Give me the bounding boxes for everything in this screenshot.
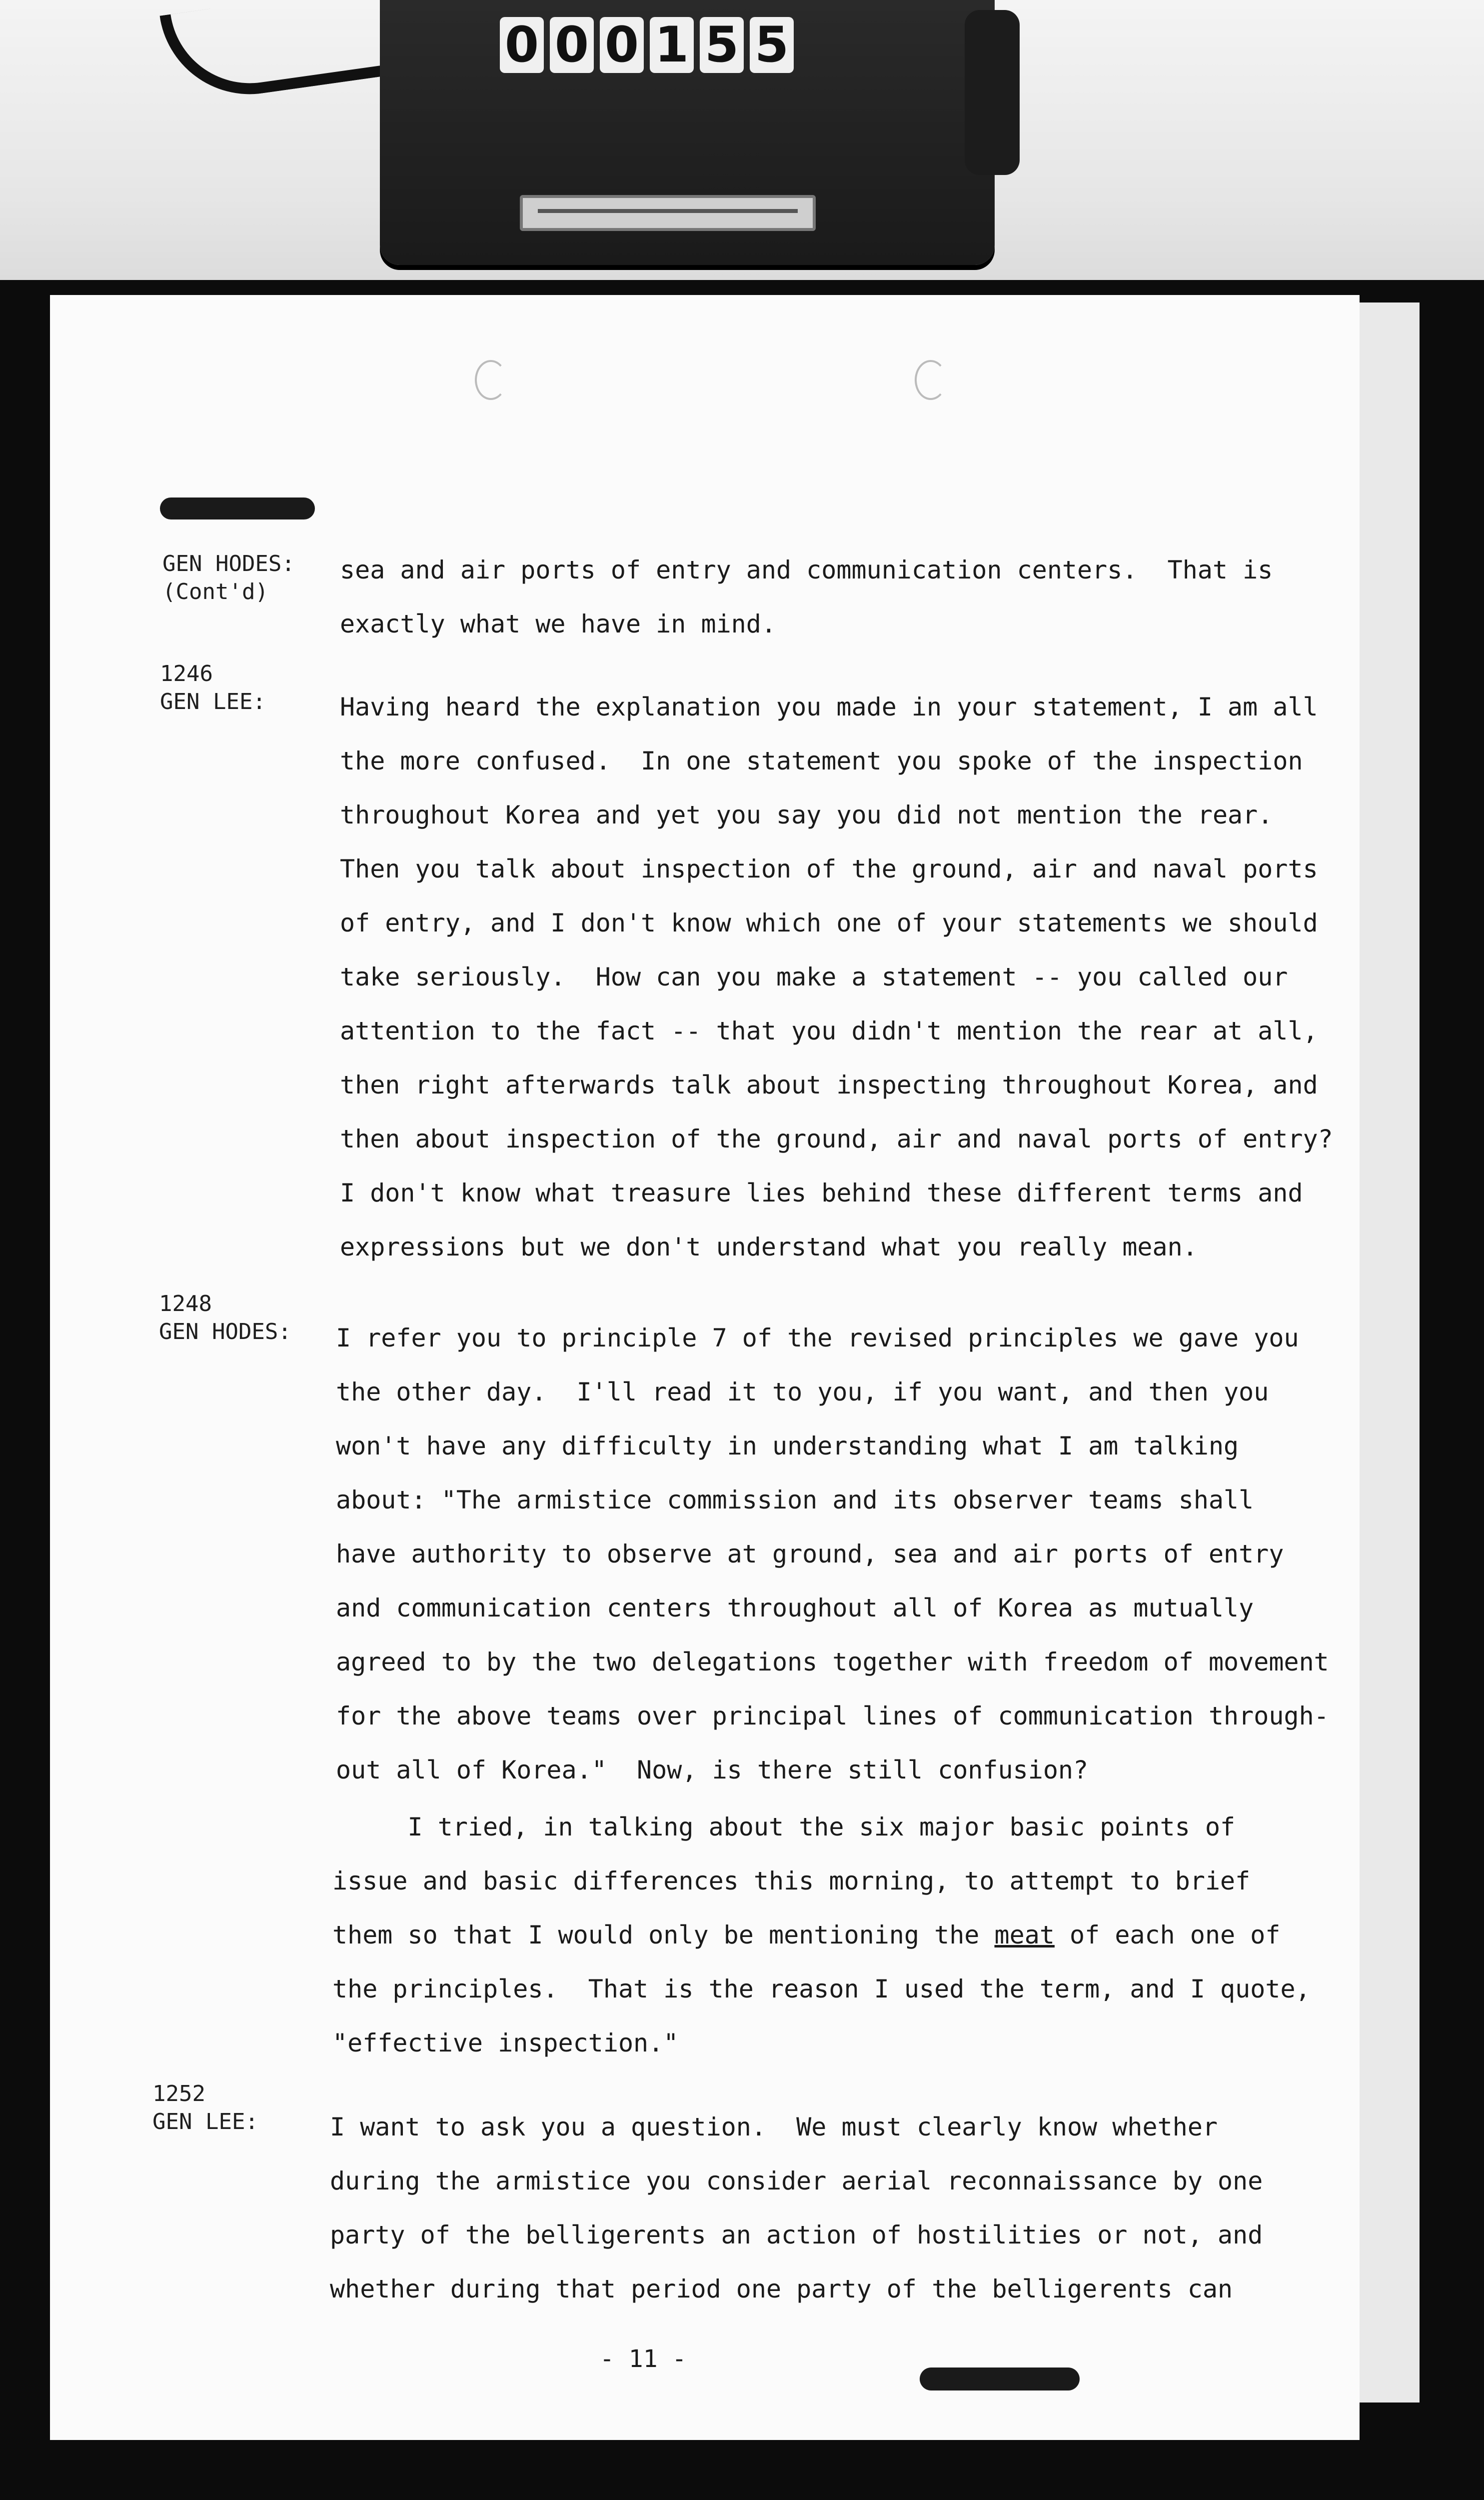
text-line: attention to the fact -- that you didn't mention the rear at all, <box>340 1016 1318 1046</box>
counter-digit: 0 <box>600 17 644 73</box>
punch-hole <box>475 360 507 400</box>
speaker-name: GEN LEE: <box>152 2109 258 2134</box>
text-line: I don't know what treasure lies behind these different terms and <box>340 1178 1303 1208</box>
counter-digit: 0 <box>550 17 594 73</box>
text-line: expressions but we don't understand what you really mean. <box>340 1232 1198 1262</box>
text-line: throughout Korea and yet you say you did not mention the rear. <box>340 800 1273 830</box>
text-line: won't have any difficulty in understanding what I am talking <box>336 1432 1239 1460</box>
text-line: and communication centers throughout all of Korea as mutually <box>336 1594 1254 1622</box>
text-line: issue and basic differences this morning, to attempt to brief <box>332 1866 1251 1896</box>
counter-slot <box>520 195 816 231</box>
text-line: the more confused. In one statement you spoke of the inspection <box>340 746 1303 776</box>
text-line: have authority to observe at ground, sea and air ports of entry <box>336 1540 1284 1568</box>
counter-digit: 5 <box>750 17 794 73</box>
text-line: "effective inspection." <box>332 2028 679 2058</box>
counter-digit: 0 <box>500 17 544 73</box>
text-fragment: them so that I would only be mentioning the <box>332 1920 995 1950</box>
speech-paragraph <box>340 680 1333 1274</box>
text-line: exactly what we have in mind. <box>340 610 776 638</box>
text-line: take seriously. How can you make a statement -- you called our <box>340 962 1288 992</box>
speaker-note: (Cont'd) <box>162 579 268 604</box>
frame-counter <box>500 17 794 77</box>
redaction-mark <box>920 2368 1080 2390</box>
text-fragment: of each one of <box>1054 1920 1281 1950</box>
speaker-label <box>152 2080 332 2136</box>
speaker-label <box>162 550 342 606</box>
speaker-label <box>159 1290 339 1346</box>
redaction-mark <box>160 498 315 520</box>
counter-digit: 5 <box>700 17 744 73</box>
text-line: Having heard the explanation you made in your statement, I am all <box>340 692 1318 722</box>
speech-paragraph <box>332 1800 1311 2070</box>
text-line: of entry, and I don't know which one of your statements we should <box>340 908 1318 938</box>
text-line: I want to ask you a question. We must clearly know whether <box>330 2112 1218 2142</box>
entry-number: 1248 <box>159 1291 212 1316</box>
text-line: agreed to by the two delegations together with freedom of movement <box>336 1648 1329 1676</box>
speech-paragraph <box>336 1311 1329 1797</box>
speaker-label <box>160 660 340 716</box>
text-line: whether during that period one party of the belligerents can <box>330 2274 1233 2304</box>
text-line: the other day. I'll read it to you, if you want, and then you <box>336 1378 1269 1406</box>
counter-knob <box>965 10 1020 175</box>
punch-hole <box>915 360 947 400</box>
text-line <box>332 1920 1280 1950</box>
text-line: I refer you to principle 7 of the revised principles we gave you <box>336 1324 1299 1352</box>
text-line: party of the belligerents an action of hostilities or not, and <box>330 2220 1263 2250</box>
underlined-word: meat <box>994 1920 1055 1950</box>
text-line: I tried, in talking about the six major basic points of <box>332 1812 1236 1842</box>
microfilm-counter-area <box>0 0 1484 280</box>
entry-number: 1252 <box>152 2081 205 2106</box>
speaker-name: GEN LEE: <box>160 689 266 714</box>
cable <box>159 0 391 106</box>
text-line: sea and air ports of entry and communication centers. That is <box>340 556 1273 584</box>
entry-number: 1246 <box>160 661 213 686</box>
speech-paragraph <box>330 2100 1263 2316</box>
text-line: Then you talk about inspection of the ground, air and naval ports <box>340 854 1318 884</box>
text-line: then about inspection of the ground, air and naval ports of entry? <box>340 1124 1333 1154</box>
speaker-name: GEN HODES: <box>159 1319 291 1344</box>
speech-paragraph <box>340 543 1273 651</box>
paper-edge <box>1360 302 1420 2402</box>
speaker-name: GEN HODES: <box>162 551 295 576</box>
counter-digit: 1 <box>650 17 694 73</box>
text-line: about: "The armistice commission and its observer teams shall <box>336 1486 1254 1514</box>
text-line: then right afterwards talk about inspecting throughout Korea, and <box>340 1070 1318 1100</box>
text-line: the principles. That is the reason I used the term, and I quote, <box>332 1974 1311 2004</box>
text-line: during the armistice you consider aerial reconnaissance by one <box>330 2166 1263 2196</box>
page-number: - 11 - <box>600 2345 687 2373</box>
text-line: out all of Korea." Now, is there still confusion? <box>336 1756 1089 1784</box>
text-line: for the above teams over principal lines of communication through- <box>336 1702 1329 1730</box>
